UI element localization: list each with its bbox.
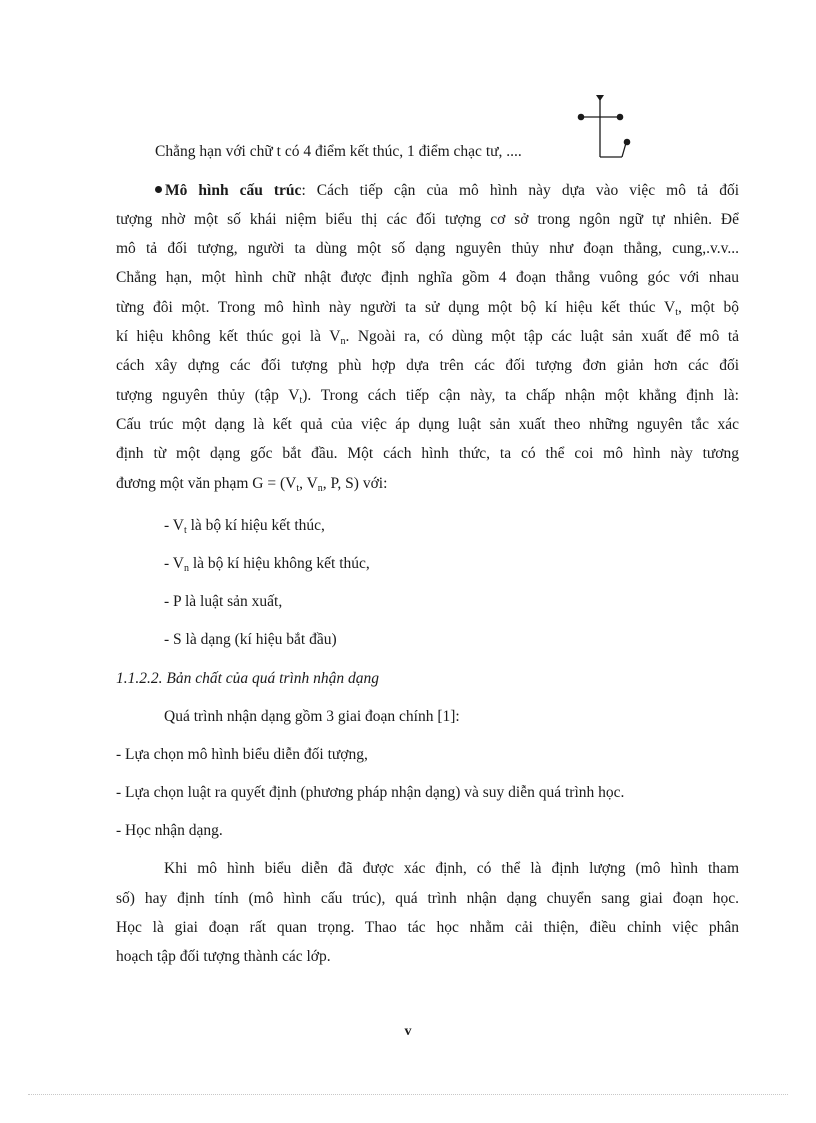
paragraph-line: từng đôi một. Trong mô hình này người ta sử dụng một bộ kí hiệu kết thúc $V_t$, một bộ bbox=[116, 299, 739, 318]
paragraph-line: Cấu trúc một dạng là kết quả của việc áp dụng luật sản xuất theo những nguyên tắc xác bbox=[116, 416, 739, 433]
paragraph-line: tượng nguyên thủy (tập $V_t$). Trong cách tiếp cận này, ta chấp nhận một khẳng định là: bbox=[116, 387, 739, 406]
paragraph-line: Chẳng hạn, một hình chữ nhật được định nghĩa gồm 4 đoạn thẳng vuông góc với nhau bbox=[116, 269, 739, 286]
paragraph-line: định từ một dạng gốc bắt đầu. Một cách hình thức, ta có thể coi mô hình này tương bbox=[116, 445, 739, 462]
bullet-icon bbox=[155, 186, 162, 193]
paragraph-line: hoạch tập đối tượng thành các lớp. bbox=[116, 948, 331, 965]
structural-model-heading: Mô hình cấu trúc bbox=[165, 182, 302, 199]
step-item: - Học nhận dạng. bbox=[116, 822, 223, 839]
page-bottom-divider bbox=[28, 1094, 788, 1095]
paragraph-line: số) hay định tính (mô hình cấu trúc), quá trình nhận dạng chuyển sang giai đoạn học. bbox=[116, 890, 739, 907]
paragraph-line: Học là giai đoạn rất quan trọng. Thao tác học nhằm cải thiện, điều chỉnh việc phân bbox=[116, 919, 739, 936]
letter-t-glyph bbox=[574, 92, 636, 162]
step-item: - Lựa chọn mô hình biểu diễn đối tượng, bbox=[116, 746, 368, 763]
paragraph-line: tượng nhờ một số khái niệm biểu thị các đối tượng cơ sở trong ngôn ngữ tự nhiên. Để bbox=[116, 211, 739, 228]
structural-model-first-line: Mô hình cấu trúc: Cách tiếp cận của mô hình này dựa vào việc mô tả đối bbox=[155, 181, 739, 201]
definition-item: - $V_n$ là bộ kí hiệu không kết thúc, bbox=[164, 555, 370, 574]
section-intro: Quá trình nhận dạng gồm 3 giai đoạn chính [1]: bbox=[164, 708, 460, 725]
paragraph-line: đương một văn phạm $G = (V_t$, $V_n$, P, S) với: bbox=[116, 475, 388, 494]
paragraph-line: cách xây dựng các đối tượng phù hợp dựa trên các đối tượng đơn giản hơn các đối bbox=[116, 357, 739, 374]
step-item: - Lựa chọn luật ra quyết định (phương pháp nhận dạng) và suy diễn quá trình học. bbox=[116, 784, 625, 801]
paragraph-line: Khi mô hình biểu diễn đã được xác định, có thể là định lượng (mô hình tham bbox=[164, 860, 739, 877]
paragraph-line: kí hiệu không kết thúc gọi là $V_n$. Ngoài ra, có dùng một tập các luật sản xuất để mô tả bbox=[116, 328, 740, 347]
intro-line: Chẳng hạn với chữ t có 4 điểm kết thúc, 1 điểm chạc tư, .... bbox=[155, 143, 522, 160]
definition-item: - $V_t$ là bộ kí hiệu kết thúc, bbox=[164, 517, 325, 536]
paragraph-line: mô tả đối tượng, người ta dùng một số dạng nguyên thủy như đoạn thẳng, cung,.v.v... bbox=[116, 240, 739, 257]
definition-item: - P là luật sản xuất, bbox=[164, 593, 283, 610]
section-heading: 1.1.2.2. Bản chất của quá trình nhận dạng bbox=[116, 670, 380, 687]
page-number: v bbox=[404, 1024, 412, 1039]
definition-item: - S là dạng (kí hiệu bắt đầu) bbox=[164, 631, 337, 648]
